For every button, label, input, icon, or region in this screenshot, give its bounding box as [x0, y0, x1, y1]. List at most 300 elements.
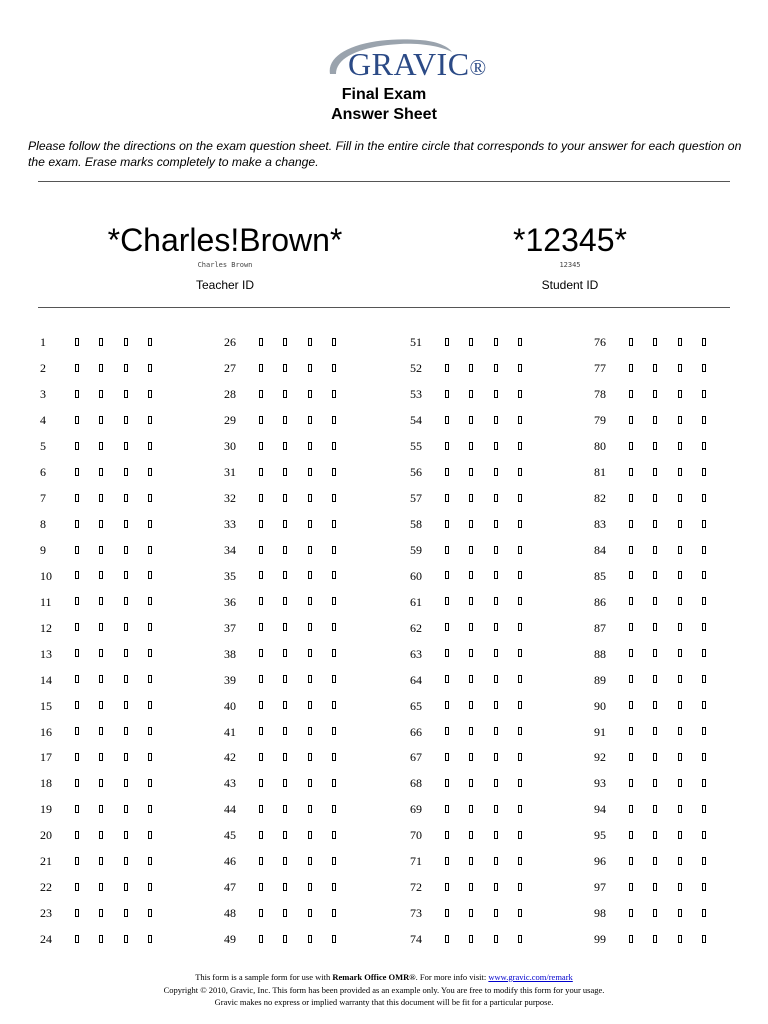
answer-bubble[interactable]	[702, 649, 706, 657]
answer-bubble[interactable]	[653, 649, 657, 657]
answer-bubble[interactable]	[148, 805, 152, 813]
answer-bubble[interactable]	[259, 416, 263, 424]
answer-bubble[interactable]	[308, 649, 312, 657]
answer-bubble[interactable]	[518, 701, 522, 709]
answer-bubble[interactable]	[124, 338, 128, 346]
answer-bubble[interactable]	[494, 416, 498, 424]
answer-bubble[interactable]	[518, 753, 522, 761]
answer-bubble[interactable]	[629, 857, 633, 865]
answer-bubble[interactable]	[469, 675, 473, 683]
answer-bubble[interactable]	[629, 883, 633, 891]
answer-bubble[interactable]	[653, 779, 657, 787]
answer-bubble[interactable]	[259, 468, 263, 476]
answer-bubble[interactable]	[494, 779, 498, 787]
answer-bubble[interactable]	[629, 935, 633, 943]
answer-bubble[interactable]	[494, 494, 498, 502]
answer-bubble[interactable]	[653, 571, 657, 579]
answer-bubble[interactable]	[494, 909, 498, 917]
answer-bubble[interactable]	[653, 364, 657, 372]
answer-bubble[interactable]	[445, 831, 449, 839]
answer-bubble[interactable]	[653, 390, 657, 398]
answer-bubble[interactable]	[629, 701, 633, 709]
answer-bubble[interactable]	[259, 494, 263, 502]
answer-bubble[interactable]	[148, 338, 152, 346]
answer-bubble[interactable]	[124, 623, 128, 631]
answer-bubble[interactable]	[259, 597, 263, 605]
answer-bubble[interactable]	[445, 805, 449, 813]
answer-bubble[interactable]	[678, 753, 682, 761]
answer-bubble[interactable]	[283, 468, 287, 476]
answer-bubble[interactable]	[148, 831, 152, 839]
answer-bubble[interactable]	[75, 779, 79, 787]
answer-bubble[interactable]	[469, 442, 473, 450]
answer-bubble[interactable]	[629, 364, 633, 372]
answer-bubble[interactable]	[653, 597, 657, 605]
answer-bubble[interactable]	[494, 623, 498, 631]
answer-bubble[interactable]	[148, 857, 152, 865]
answer-bubble[interactable]	[678, 883, 682, 891]
answer-bubble[interactable]	[494, 338, 498, 346]
answer-bubble[interactable]	[332, 805, 336, 813]
answer-bubble[interactable]	[332, 416, 336, 424]
answer-bubble[interactable]	[99, 468, 103, 476]
answer-bubble[interactable]	[99, 701, 103, 709]
answer-bubble[interactable]	[308, 571, 312, 579]
answer-bubble[interactable]	[518, 546, 522, 554]
answer-bubble[interactable]	[308, 831, 312, 839]
answer-bubble[interactable]	[124, 364, 128, 372]
answer-bubble[interactable]	[469, 468, 473, 476]
answer-bubble[interactable]	[259, 935, 263, 943]
answer-bubble[interactable]	[308, 468, 312, 476]
answer-bubble[interactable]	[702, 623, 706, 631]
answer-bubble[interactable]	[494, 442, 498, 450]
answer-bubble[interactable]	[148, 701, 152, 709]
answer-bubble[interactable]	[124, 597, 128, 605]
answer-bubble[interactable]	[469, 623, 473, 631]
answer-bubble[interactable]	[518, 468, 522, 476]
answer-bubble[interactable]	[283, 571, 287, 579]
answer-bubble[interactable]	[494, 364, 498, 372]
answer-bubble[interactable]	[469, 935, 473, 943]
answer-bubble[interactable]	[702, 805, 706, 813]
answer-bubble[interactable]	[469, 857, 473, 865]
answer-bubble[interactable]	[332, 779, 336, 787]
answer-bubble[interactable]	[518, 442, 522, 450]
answer-bubble[interactable]	[332, 883, 336, 891]
answer-bubble[interactable]	[283, 623, 287, 631]
answer-bubble[interactable]	[332, 338, 336, 346]
answer-bubble[interactable]	[678, 546, 682, 554]
answer-bubble[interactable]	[124, 701, 128, 709]
answer-bubble[interactable]	[629, 468, 633, 476]
answer-bubble[interactable]	[332, 494, 336, 502]
answer-bubble[interactable]	[308, 520, 312, 528]
answer-bubble[interactable]	[124, 571, 128, 579]
answer-bubble[interactable]	[653, 935, 657, 943]
answer-bubble[interactable]	[332, 909, 336, 917]
answer-bubble[interactable]	[148, 416, 152, 424]
answer-bubble[interactable]	[308, 546, 312, 554]
answer-bubble[interactable]	[332, 520, 336, 528]
answer-bubble[interactable]	[75, 753, 79, 761]
answer-bubble[interactable]	[148, 390, 152, 398]
answer-bubble[interactable]	[494, 753, 498, 761]
answer-bubble[interactable]	[494, 675, 498, 683]
answer-bubble[interactable]	[148, 779, 152, 787]
answer-bubble[interactable]	[494, 390, 498, 398]
answer-bubble[interactable]	[629, 831, 633, 839]
answer-bubble[interactable]	[124, 857, 128, 865]
answer-bubble[interactable]	[283, 675, 287, 683]
answer-bubble[interactable]	[518, 416, 522, 424]
answer-bubble[interactable]	[445, 416, 449, 424]
answer-bubble[interactable]	[445, 338, 449, 346]
answer-bubble[interactable]	[124, 909, 128, 917]
answer-bubble[interactable]	[445, 468, 449, 476]
answer-bubble[interactable]	[469, 883, 473, 891]
answer-bubble[interactable]	[653, 338, 657, 346]
answer-bubble[interactable]	[629, 675, 633, 683]
answer-bubble[interactable]	[653, 831, 657, 839]
answer-bubble[interactable]	[469, 520, 473, 528]
answer-bubble[interactable]	[75, 623, 79, 631]
answer-bubble[interactable]	[445, 442, 449, 450]
answer-bubble[interactable]	[445, 883, 449, 891]
answer-bubble[interactable]	[332, 597, 336, 605]
answer-bubble[interactable]	[99, 805, 103, 813]
answer-bubble[interactable]	[469, 831, 473, 839]
answer-bubble[interactable]	[332, 546, 336, 554]
answer-bubble[interactable]	[629, 805, 633, 813]
answer-bubble[interactable]	[99, 546, 103, 554]
answer-bubble[interactable]	[702, 520, 706, 528]
answer-bubble[interactable]	[494, 727, 498, 735]
answer-bubble[interactable]	[445, 597, 449, 605]
answer-bubble[interactable]	[653, 520, 657, 528]
answer-bubble[interactable]	[702, 675, 706, 683]
answer-bubble[interactable]	[678, 649, 682, 657]
answer-bubble[interactable]	[124, 727, 128, 735]
answer-bubble[interactable]	[283, 364, 287, 372]
answer-bubble[interactable]	[629, 597, 633, 605]
answer-bubble[interactable]	[518, 935, 522, 943]
answer-bubble[interactable]	[99, 727, 103, 735]
answer-bubble[interactable]	[518, 571, 522, 579]
answer-bubble[interactable]	[283, 779, 287, 787]
answer-bubble[interactable]	[99, 364, 103, 372]
answer-bubble[interactable]	[678, 675, 682, 683]
answer-bubble[interactable]	[99, 779, 103, 787]
answer-bubble[interactable]	[308, 779, 312, 787]
answer-bubble[interactable]	[518, 909, 522, 917]
answer-bubble[interactable]	[308, 390, 312, 398]
answer-bubble[interactable]	[124, 779, 128, 787]
answer-bubble[interactable]	[653, 857, 657, 865]
answer-bubble[interactable]	[308, 701, 312, 709]
answer-bubble[interactable]	[629, 753, 633, 761]
answer-bubble[interactable]	[653, 883, 657, 891]
answer-bubble[interactable]	[678, 338, 682, 346]
answer-bubble[interactable]	[702, 571, 706, 579]
answer-bubble[interactable]	[702, 597, 706, 605]
answer-bubble[interactable]	[124, 494, 128, 502]
answer-bubble[interactable]	[99, 597, 103, 605]
answer-bubble[interactable]	[99, 520, 103, 528]
answer-bubble[interactable]	[124, 883, 128, 891]
answer-bubble[interactable]	[75, 883, 79, 891]
answer-bubble[interactable]	[653, 468, 657, 476]
answer-bubble[interactable]	[99, 571, 103, 579]
answer-bubble[interactable]	[75, 649, 79, 657]
answer-bubble[interactable]	[283, 883, 287, 891]
answer-bubble[interactable]	[518, 520, 522, 528]
answer-bubble[interactable]	[259, 857, 263, 865]
answer-bubble[interactable]	[99, 494, 103, 502]
answer-bubble[interactable]	[75, 520, 79, 528]
answer-bubble[interactable]	[148, 753, 152, 761]
answer-bubble[interactable]	[332, 571, 336, 579]
answer-bubble[interactable]	[283, 649, 287, 657]
answer-bubble[interactable]	[283, 935, 287, 943]
answer-bubble[interactable]	[653, 701, 657, 709]
answer-bubble[interactable]	[678, 831, 682, 839]
answer-bubble[interactable]	[332, 831, 336, 839]
answer-bubble[interactable]	[75, 468, 79, 476]
answer-bubble[interactable]	[518, 805, 522, 813]
answer-bubble[interactable]	[678, 623, 682, 631]
answer-bubble[interactable]	[308, 416, 312, 424]
answer-bubble[interactable]	[445, 546, 449, 554]
answer-bubble[interactable]	[308, 623, 312, 631]
answer-bubble[interactable]	[445, 935, 449, 943]
answer-bubble[interactable]	[469, 546, 473, 554]
answer-bubble[interactable]	[75, 546, 79, 554]
answer-bubble[interactable]	[702, 546, 706, 554]
answer-bubble[interactable]	[308, 909, 312, 917]
answer-bubble[interactable]	[259, 364, 263, 372]
answer-bubble[interactable]	[75, 831, 79, 839]
answer-bubble[interactable]	[99, 390, 103, 398]
answer-bubble[interactable]	[629, 909, 633, 917]
answer-bubble[interactable]	[283, 753, 287, 761]
answer-bubble[interactable]	[124, 753, 128, 761]
answer-bubble[interactable]	[469, 494, 473, 502]
answer-bubble[interactable]	[148, 597, 152, 605]
answer-bubble[interactable]	[678, 857, 682, 865]
answer-bubble[interactable]	[75, 675, 79, 683]
answer-bubble[interactable]	[445, 571, 449, 579]
answer-bubble[interactable]	[99, 935, 103, 943]
answer-bubble[interactable]	[702, 442, 706, 450]
answer-bubble[interactable]	[518, 390, 522, 398]
answer-bubble[interactable]	[75, 364, 79, 372]
answer-bubble[interactable]	[99, 675, 103, 683]
answer-bubble[interactable]	[75, 390, 79, 398]
answer-bubble[interactable]	[259, 338, 263, 346]
answer-bubble[interactable]	[494, 520, 498, 528]
answer-bubble[interactable]	[75, 494, 79, 502]
answer-bubble[interactable]	[148, 649, 152, 657]
answer-bubble[interactable]	[678, 416, 682, 424]
answer-bubble[interactable]	[148, 494, 152, 502]
answer-bubble[interactable]	[445, 779, 449, 787]
answer-bubble[interactable]	[332, 623, 336, 631]
answer-bubble[interactable]	[469, 649, 473, 657]
answer-bubble[interactable]	[518, 623, 522, 631]
answer-bubble[interactable]	[259, 701, 263, 709]
answer-bubble[interactable]	[494, 935, 498, 943]
answer-bubble[interactable]	[702, 390, 706, 398]
answer-bubble[interactable]	[678, 494, 682, 502]
answer-bubble[interactable]	[332, 468, 336, 476]
answer-bubble[interactable]	[148, 520, 152, 528]
answer-bubble[interactable]	[494, 468, 498, 476]
answer-bubble[interactable]	[469, 597, 473, 605]
answer-bubble[interactable]	[518, 597, 522, 605]
answer-bubble[interactable]	[629, 416, 633, 424]
answer-bubble[interactable]	[494, 649, 498, 657]
answer-bubble[interactable]	[469, 416, 473, 424]
answer-bubble[interactable]	[99, 857, 103, 865]
answer-bubble[interactable]	[702, 727, 706, 735]
answer-bubble[interactable]	[148, 571, 152, 579]
answer-bubble[interactable]	[308, 597, 312, 605]
answer-bubble[interactable]	[629, 727, 633, 735]
answer-bubble[interactable]	[678, 779, 682, 787]
answer-bubble[interactable]	[702, 416, 706, 424]
answer-bubble[interactable]	[308, 727, 312, 735]
answer-bubble[interactable]	[148, 935, 152, 943]
answer-bubble[interactable]	[124, 390, 128, 398]
answer-bubble[interactable]	[259, 883, 263, 891]
answer-bubble[interactable]	[99, 442, 103, 450]
answer-bubble[interactable]	[469, 571, 473, 579]
answer-bubble[interactable]	[75, 571, 79, 579]
answer-bubble[interactable]	[653, 727, 657, 735]
answer-bubble[interactable]	[494, 805, 498, 813]
answer-bubble[interactable]	[308, 338, 312, 346]
answer-bubble[interactable]	[518, 779, 522, 787]
answer-bubble[interactable]	[308, 494, 312, 502]
answer-bubble[interactable]	[518, 727, 522, 735]
answer-bubble[interactable]	[629, 390, 633, 398]
answer-bubble[interactable]	[469, 727, 473, 735]
answer-bubble[interactable]	[469, 779, 473, 787]
answer-bubble[interactable]	[148, 909, 152, 917]
answer-bubble[interactable]	[629, 442, 633, 450]
answer-bubble[interactable]	[702, 883, 706, 891]
answer-bubble[interactable]	[629, 623, 633, 631]
answer-bubble[interactable]	[283, 727, 287, 735]
answer-bubble[interactable]	[445, 364, 449, 372]
answer-bubble[interactable]	[283, 701, 287, 709]
answer-bubble[interactable]	[124, 416, 128, 424]
answer-bubble[interactable]	[259, 390, 263, 398]
answer-bubble[interactable]	[148, 727, 152, 735]
answer-bubble[interactable]	[332, 364, 336, 372]
answer-bubble[interactable]	[99, 753, 103, 761]
answer-bubble[interactable]	[332, 727, 336, 735]
answer-bubble[interactable]	[518, 364, 522, 372]
answer-bubble[interactable]	[702, 701, 706, 709]
answer-bubble[interactable]	[469, 364, 473, 372]
answer-bubble[interactable]	[259, 649, 263, 657]
answer-bubble[interactable]	[518, 494, 522, 502]
answer-bubble[interactable]	[308, 442, 312, 450]
answer-bubble[interactable]	[469, 753, 473, 761]
remark-link[interactable]: www.gravic.com/remark	[488, 972, 573, 982]
answer-bubble[interactable]	[518, 831, 522, 839]
answer-bubble[interactable]	[678, 727, 682, 735]
answer-bubble[interactable]	[148, 623, 152, 631]
answer-bubble[interactable]	[629, 779, 633, 787]
answer-bubble[interactable]	[678, 909, 682, 917]
answer-bubble[interactable]	[518, 883, 522, 891]
answer-bubble[interactable]	[283, 416, 287, 424]
answer-bubble[interactable]	[124, 520, 128, 528]
answer-bubble[interactable]	[308, 364, 312, 372]
answer-bubble[interactable]	[629, 520, 633, 528]
answer-bubble[interactable]	[702, 831, 706, 839]
answer-bubble[interactable]	[678, 468, 682, 476]
answer-bubble[interactable]	[308, 753, 312, 761]
answer-bubble[interactable]	[124, 649, 128, 657]
answer-bubble[interactable]	[259, 675, 263, 683]
answer-bubble[interactable]	[283, 831, 287, 839]
answer-bubble[interactable]	[494, 571, 498, 579]
answer-bubble[interactable]	[148, 468, 152, 476]
answer-bubble[interactable]	[678, 520, 682, 528]
answer-bubble[interactable]	[75, 727, 79, 735]
answer-bubble[interactable]	[518, 649, 522, 657]
answer-bubble[interactable]	[445, 494, 449, 502]
answer-bubble[interactable]	[678, 701, 682, 709]
answer-bubble[interactable]	[469, 805, 473, 813]
answer-bubble[interactable]	[283, 520, 287, 528]
answer-bubble[interactable]	[148, 364, 152, 372]
answer-bubble[interactable]	[445, 520, 449, 528]
answer-bubble[interactable]	[259, 571, 263, 579]
answer-bubble[interactable]	[653, 416, 657, 424]
answer-bubble[interactable]	[702, 364, 706, 372]
answer-bubble[interactable]	[445, 857, 449, 865]
answer-bubble[interactable]	[332, 649, 336, 657]
answer-bubble[interactable]	[494, 701, 498, 709]
answer-bubble[interactable]	[494, 546, 498, 554]
answer-bubble[interactable]	[702, 338, 706, 346]
answer-bubble[interactable]	[494, 597, 498, 605]
answer-bubble[interactable]	[653, 442, 657, 450]
answer-bubble[interactable]	[259, 753, 263, 761]
answer-bubble[interactable]	[283, 909, 287, 917]
answer-bubble[interactable]	[653, 909, 657, 917]
answer-bubble[interactable]	[148, 883, 152, 891]
answer-bubble[interactable]	[469, 338, 473, 346]
answer-bubble[interactable]	[124, 442, 128, 450]
answer-bubble[interactable]	[653, 675, 657, 683]
answer-bubble[interactable]	[283, 390, 287, 398]
answer-bubble[interactable]	[678, 935, 682, 943]
answer-bubble[interactable]	[678, 571, 682, 579]
answer-bubble[interactable]	[332, 753, 336, 761]
answer-bubble[interactable]	[702, 857, 706, 865]
answer-bubble[interactable]	[124, 805, 128, 813]
answer-bubble[interactable]	[283, 546, 287, 554]
answer-bubble[interactable]	[75, 805, 79, 813]
answer-bubble[interactable]	[518, 338, 522, 346]
answer-bubble[interactable]	[653, 805, 657, 813]
